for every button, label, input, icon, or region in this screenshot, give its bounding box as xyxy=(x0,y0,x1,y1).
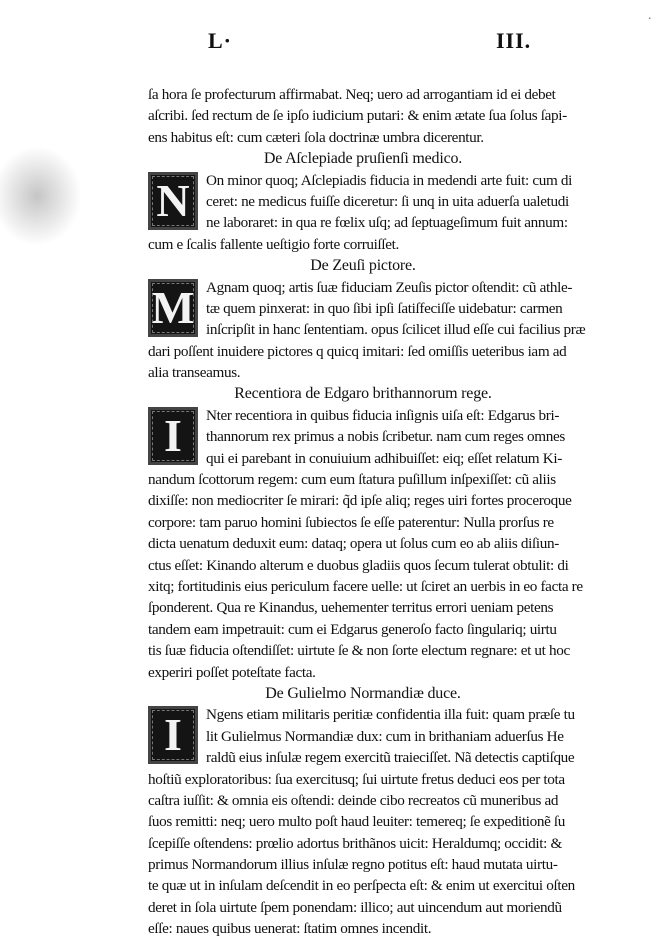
text-line: nandum ſcottorum regem: cum eum ſtatura puſillum inſpexiſſet: cũ aliis xyxy=(148,471,556,489)
text-line: Nter recentiora in quibus fiducia inſignis uiſa eſt: Edgarus bri‑ xyxy=(206,406,560,424)
text-line: hoſtiũ exploratoribus: ſua exercitusq; ſui uirtute fretus deduci eos per tota xyxy=(148,770,565,788)
section-heading: De Aſclepiade pruſienſi medico. xyxy=(263,150,463,168)
decorated-initial: N xyxy=(148,172,198,230)
section xyxy=(148,683,578,940)
corner-mark: · xyxy=(647,12,652,27)
section xyxy=(148,383,583,682)
decorated-initial: I xyxy=(148,407,198,465)
text-line: ſa hora ſe profecturum affirmabat. Neq; uero ad arrogantiam id ei debet xyxy=(148,86,556,103)
text-line: ne laboraret: in qua re fœlix uſq; ad ſeptuageſimum fuit annum: xyxy=(206,214,568,232)
text-line: aſcribi. ſed rectum de ſe ipſo iudicium putari: & enim ætate ſua ſolus ſapi‑ xyxy=(148,107,567,125)
text-line: ctus eſſet: Kinando alterum e duobus gladiis quos ſecum tulerat obtulit: di xyxy=(148,556,569,574)
text-line: dicta uenatum deduxit eum: dataq; opera ut ſolus cum eo ab aliis diſiun‑ xyxy=(148,535,559,553)
text-line: dixiſſe: non mediocriter ſe mirari: q̃d ipſe aliq; reges uiri fortes proceroque xyxy=(148,492,572,510)
text-line: ſponderent. Qua re Kinandus, uehementer territus errori ueniam petens xyxy=(148,599,554,617)
text-line: thannorum rex primus a nobis ſcribetur. nam cum reges omnes xyxy=(206,428,565,446)
text-line: experiri poſſet poteſtate facta. xyxy=(148,663,316,681)
section-heading: Recentiora de Edgaro brithannorum rege. xyxy=(234,385,492,403)
text-block xyxy=(148,84,586,940)
text-line: ſcepiſſe oſtendens: prœlio adortus brithãnos uicit: Heraldumq; occidit: & xyxy=(148,834,562,852)
text-line: qui ei parebant in conuiuium adhibuiſſet: eiq; eſſet relatum Ki‑ xyxy=(206,449,562,467)
text-line: alia transeamus. xyxy=(148,364,241,382)
initial-ornament xyxy=(152,710,194,760)
section-heading: De Gulielmo Normandiæ duce. xyxy=(265,684,461,702)
decorated-initial: I xyxy=(148,706,198,764)
running-header xyxy=(0,28,670,58)
text-line: caſtra iuſſit: & omnia eis oſtendi: deinde cibo recreatos cũ muneribus ad xyxy=(148,791,559,809)
text-line: Agnam quoq; artis ſuæ fiduciam Zeuſis pictor oſtendit: cũ athle‑ xyxy=(206,278,573,296)
text-line: dari poſſent inuidere pictores q quicq imitari: ſed omiſſis ueteribus iam ad xyxy=(148,342,567,360)
initial-ornament xyxy=(152,411,194,461)
text-line: tæ quem pinxerat: in quo ſibi ipſi ſatiſfeciſſe uidebatur: carmen xyxy=(206,299,563,317)
section xyxy=(148,255,586,383)
text-line: corpore: tam paruo homini ſubiectos ſe eſſe paterentur: Nulla prorſus re xyxy=(148,513,554,531)
text-line: deret in ſola uirtute ſpem ponendam: illico; aut uincendum aut moriendũ xyxy=(148,898,562,916)
paragraph xyxy=(148,170,578,256)
text-line: ceret: ne medicus fuiſſe diceretur: ſi unq in uita aduerſa ualetudi xyxy=(206,192,569,210)
text-line: ſuos remitti: neq; uero multo poſt haud leuiter: temereq; ſe expeditionẽ ſu xyxy=(148,813,566,831)
text-line: ens habitus eſt: cum cæteri ſola doctrinæ umbra dicerentur. xyxy=(148,128,484,146)
text-line: te quæ ut in inſulam deſcendit in eo perſpecta eſt: & enim ut exercitui oſten xyxy=(148,877,575,895)
section-heading: De Zeuſi pictore. xyxy=(310,257,416,275)
paragraph xyxy=(148,704,578,939)
text-line: On minor quoq; Aſclepiadis fiducia in medendi arte fuit: cum di xyxy=(206,171,572,189)
paragraph xyxy=(148,405,583,683)
sections xyxy=(148,148,586,939)
text-line: eſſe: naues quibus uenerat: ſtatim omnes incendit. xyxy=(148,920,432,938)
text-line: raldũ eius inſulæ regem exercitũ traieciſſet. Nã detectis captiſque xyxy=(206,749,575,767)
initial-ornament xyxy=(152,176,194,226)
text-line: lit Gulielmus Normandiæ dux: cum in brithaniam aduerſus He xyxy=(206,727,564,745)
text-line: tandem eam impetrauit: cum ei Edgarus generoſo facto ſingulariq; uirtu xyxy=(148,620,557,638)
initial-ornament xyxy=(152,283,194,333)
text-line: inſcripſit in hanc ſententiam. opus ſcilicet illud eſſe cui facilius præ xyxy=(206,321,586,339)
text-line: cum e ſcalis fallente ueſtigio forte corruiſſet. xyxy=(148,235,399,253)
intro-paragraph xyxy=(148,84,578,148)
folio-number: III. xyxy=(496,28,532,53)
section xyxy=(148,148,578,255)
paragraph xyxy=(148,277,586,384)
text-line: Ngens etiam militaris peritiæ confidentia illa fuit: quam præſe tu xyxy=(206,706,575,724)
text-line: tis ſuæ fiducia oſtendiſſet: uirtute ſe & non ſorte electum regnare: et ut hoc xyxy=(148,642,570,660)
decorated-initial: M xyxy=(148,279,198,337)
text-line: primus Normandorum illius inſulæ regno potitus eſt: haud mutata uirtu‑ xyxy=(148,856,558,874)
text-line: xitq; fortitudinis eius periculum facere uelle: ut ſciret an uerbis in eo facta re xyxy=(148,577,583,595)
header-left: L· xyxy=(208,28,233,53)
ink-smudge xyxy=(0,146,82,246)
